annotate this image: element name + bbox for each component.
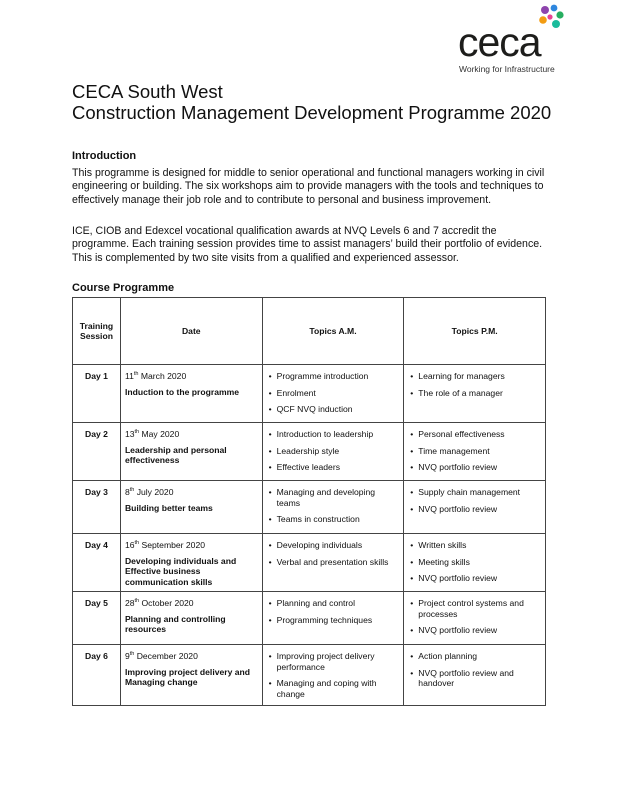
topic-item: • QCF NVQ induction <box>267 404 400 415</box>
topics-pm-list <box>408 487 541 514</box>
topics-am-list <box>267 371 400 415</box>
table-body <box>73 365 546 706</box>
course-programme-table <box>72 297 546 706</box>
intro-paragraph-1: This programme is designed for middle to senior operational and functional managers working in civil engineering or building. The six workshops aim to provide managers with the tools and techniques to effectively manage their job role and to contribute to personal and business improvement. <box>72 167 545 206</box>
table-row <box>73 645 546 706</box>
topics-pm-list <box>408 429 541 473</box>
session-date <box>125 598 258 609</box>
day-cell: Day 5 <box>73 592 121 645</box>
topic-item: • Introduction to leadership <box>267 429 400 440</box>
date-month-year: March 2020 <box>138 371 187 381</box>
topic-item: • Project control systems and processes <box>408 598 541 619</box>
topic-item: • Effective leaders <box>267 462 400 473</box>
topics-am-list <box>267 598 400 625</box>
date-ordinal-suffix: th <box>134 540 140 547</box>
workshop-name: Building better teams <box>124 502 213 513</box>
topics-pm-list <box>408 540 541 584</box>
header-topics-pm: Topics P.M. <box>404 298 546 365</box>
topic-item: • Personal effectiveness <box>408 429 541 440</box>
topics-pm-cell <box>404 645 546 706</box>
table-row <box>73 534 546 592</box>
day-cell: Day 2 <box>73 423 121 481</box>
introduction-heading: Introduction <box>72 150 137 162</box>
date-day-number: 11 <box>124 371 134 381</box>
table-row <box>73 592 546 645</box>
topic-item: • Learning for managers <box>408 371 541 382</box>
topic-item: • Programming techniques <box>267 615 400 626</box>
date-month-year: May 2020 <box>139 429 180 439</box>
day-cell: Day 1 <box>73 365 121 423</box>
date-day-number: 13 <box>124 429 135 439</box>
topics-am-list <box>267 651 400 699</box>
date-month-year: September 2020 <box>139 540 206 550</box>
header-training-session: Training Session <box>73 298 121 365</box>
topic-item: • NVQ portfolio review <box>408 462 541 473</box>
topic-item: • Supply chain management <box>408 487 541 498</box>
topic-item: • Time management <box>408 446 541 457</box>
topics-pm-list <box>408 598 541 636</box>
date-cell <box>120 423 262 481</box>
topic-item: • Planning and control <box>267 598 400 609</box>
date-month-year: October 2020 <box>139 598 194 608</box>
session-date <box>125 371 258 382</box>
date-ordinal-suffix: th <box>134 429 140 436</box>
date-cell <box>120 365 262 423</box>
day-cell: Day 4 <box>73 534 121 592</box>
date-cell <box>120 481 262 534</box>
topic-item: • NVQ portfolio review and handover <box>408 668 541 689</box>
topics-pm-list <box>408 371 541 398</box>
topics-am-cell <box>262 534 404 592</box>
topic-item: • Leadership style <box>267 446 400 457</box>
topic-item: • Verbal and presentation skills <box>267 557 400 568</box>
table-row <box>73 481 546 534</box>
workshop-name: Improving project delivery and Managing change <box>124 666 251 687</box>
topic-item: • Developing individuals <box>267 540 400 551</box>
topics-am-list <box>267 429 400 473</box>
document-title <box>72 81 551 123</box>
topic-item: • Programme introduction <box>267 371 400 382</box>
topics-am-list <box>267 487 400 525</box>
session-date <box>125 487 258 498</box>
topic-item: • NVQ portfolio review <box>408 573 541 584</box>
topic-item: • Improving project delivery performance <box>267 651 400 672</box>
topic-item: • Teams in construction <box>267 514 400 525</box>
topic-item: • Written skills <box>408 540 541 551</box>
workshop-name: Leadership and personal effectiveness <box>124 444 227 465</box>
topics-am-cell <box>262 365 404 423</box>
day-cell: Day 3 <box>73 481 121 534</box>
topic-item: • Managing and developing teams <box>267 487 400 508</box>
topics-am-list <box>267 540 400 567</box>
table-row <box>73 423 546 481</box>
session-date <box>125 651 258 662</box>
topic-item: • The role of a manager <box>408 388 541 399</box>
topic-item: • Action planning <box>408 651 541 662</box>
date-ordinal-suffix: th <box>134 598 140 605</box>
day-cell: Day 6 <box>73 645 121 706</box>
date-cell <box>120 534 262 592</box>
topics-pm-cell <box>404 423 546 481</box>
topics-pm-cell <box>404 365 546 423</box>
topics-pm-list <box>408 651 541 689</box>
header-topics-am: Topics A.M. <box>262 298 404 365</box>
topics-pm-cell <box>404 592 546 645</box>
topics-am-cell <box>262 645 404 706</box>
session-date <box>125 429 258 440</box>
date-day-number: 9 <box>124 651 130 661</box>
date-month-year: December 2020 <box>134 651 198 661</box>
session-date <box>125 540 258 551</box>
topic-item: • NVQ portfolio review <box>408 625 541 636</box>
ceca-logo <box>458 4 570 76</box>
date-ordinal-suffix: th <box>133 371 139 378</box>
intro-paragraph-2: ICE, CIOB and Edexcel vocational qualification awards at NVQ Levels 6 and 7 accredit the programme. Each training session provides time to assist managers’ build their portfolio of evidence. This is complemented by two site visits from a qualified and experienced assessor. <box>72 225 543 264</box>
topic-item: • Enrolment <box>267 388 400 399</box>
date-cell <box>120 645 262 706</box>
workshop-name: Planning and controlling resources <box>124 613 226 634</box>
topics-pm-cell <box>404 481 546 534</box>
date-day-number: 28 <box>124 598 135 608</box>
date-month-year: July 2020 <box>134 487 174 497</box>
logo-tagline: Working for Infrastructure <box>459 64 555 74</box>
header-date: Date <box>120 298 262 365</box>
topic-item: • Meeting skills <box>408 557 541 568</box>
table-header-row <box>73 298 546 365</box>
topic-item: • NVQ portfolio review <box>408 504 541 515</box>
workshop-name: Developing individuals and Effective business communication skills <box>124 555 237 587</box>
topics-am-cell <box>262 423 404 481</box>
date-day-number: 16 <box>124 540 135 550</box>
topics-am-cell <box>262 592 404 645</box>
date-ordinal-suffix: th <box>129 487 135 494</box>
topics-pm-cell <box>404 534 546 592</box>
title-line-2: Construction Management Development Programme 2020 <box>72 102 552 123</box>
title-line-1: CECA South West <box>72 81 223 102</box>
date-ordinal-suffix: th <box>129 651 135 658</box>
table-row <box>73 365 546 423</box>
date-day-number: 8 <box>124 487 130 497</box>
workshop-name: Induction to the programme <box>124 386 240 397</box>
date-cell <box>120 592 262 645</box>
logo-wordmark: ceca <box>458 19 541 65</box>
course-programme-heading: Course Programme <box>72 282 175 294</box>
topic-item: • Managing and coping with change <box>267 678 400 699</box>
topics-am-cell <box>262 481 404 534</box>
